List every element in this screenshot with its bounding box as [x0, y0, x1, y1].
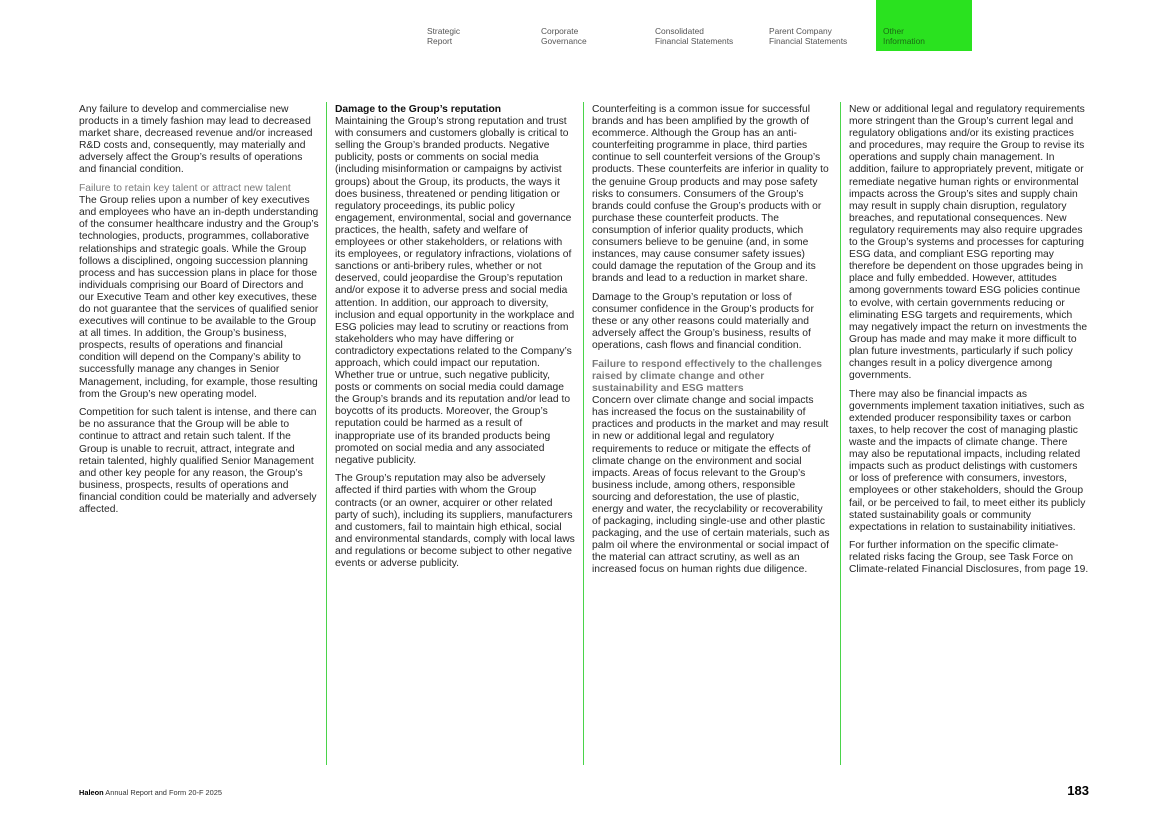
- column-divider: [583, 102, 584, 765]
- paragraph: The Group relies upon a number of key executives and employees who have an in-depth understanding of the consumer healthcare industry and the Group’s technologies, products, programmes, collaborative relationships and strategic goals. While the Group follows a disciplined, ongoing succession planning process and has succession plans in place for those individuals comprising our Board of Directors and our Executive Team and other key executives, these do not guarantee that the services of qualified senior executives will continue to be available to the Group at all times. In addition, the Group’s business, prospects, results of operations and financial condition will depend on the Company’s ability to successfully manage any changes in Senior Management, including, for example, those resulting from the Group’s new operating model.: [79, 195, 319, 400]
- paragraph: For further information on the specific climate-related risks facing the Group, see Task Force on Climate-related Financial Disclosures, from page 19.: [849, 540, 1089, 576]
- tab-other-information[interactable]: Other Information: [876, 0, 972, 51]
- paragraph: Competition for such talent is intense, and there can be no assurance that the Group will be able to continue to attract and retain such talent. If the Group is unable to recruit, attract, integrate and retain talented, highly qualified Senior Management and other key people for any reason, the Group’s business, prospects, results of operations and financial condition could be materially and adversely affected.: [79, 407, 317, 515]
- paragraph: There may also be financial impacts as governments implement taxation initiatives, such as extended producer responsibility taxes or carbon taxes, to help recover the cost of managing plastic waste and the impacts of climate change. There may also be reputational impacts, including related impacts such as product delistings with customers or loss of preference with consumers, investors, employees or other stakeholders, should the Group fail, or be perceived to fail, to meet either its publicly stated sustainability goals or community expectations in relation to sustainability initiatives.: [849, 388, 1086, 533]
- tab-strategic-report[interactable]: Strategic Report: [427, 26, 461, 46]
- section-heading: Failure to retain key talent or attract new talent: [79, 183, 291, 195]
- column-divider: [840, 102, 841, 765]
- tab-corporate-governance[interactable]: Corporate Governance: [541, 26, 587, 46]
- column-4: [849, 104, 1089, 583]
- paragraph: Concern over climate change and social impacts has increased the focus on the sustainability of practices and products in the market and may result in new or additional legal and regulatory requirements to reduce or mitigate the effects of climate change on the environment and social impacts. Areas of focus relevant to the Group’s business include, among others, responsible sourcing and deforestation, the use of plastic, energy and water, the recyclability or recoverability of packaging, including single-use and other plastic packaging, and the use of certain materials, such as palm oil where the environmental or social impact of the material can attract scrutiny, as well as an increased focus on human rights due diligence.: [592, 395, 830, 576]
- column-1: [79, 104, 319, 523]
- footer-brand: Haleon: [79, 788, 104, 797]
- paragraph: The Group’s reputation may also be adversely affected if third parties with whom the Group contracts (or an owner, acquirer or other related party of such), including its suppliers, manufacturers and customers, fail to maintain high ethical, social and environmental standards, comply with local laws and regulations or become subject to other negative events or adverse publicity.: [335, 473, 575, 569]
- footer: [79, 788, 222, 797]
- paragraph: Maintaining the Group’s strong reputation and trust with consumers and customers globally is critical to selling the Group’s branded products. Negative publicity, posts or comments on social media (including misinformation or campaigns by activist groups) about the Group, its products, the ways it does business, threatened or pending litigation or regulatory proceedings, its public policy engagement, environmental, social and governance practices, the health, safety and welfare of employees or other stakeholders, or relations with its employees, or regulatory infractions, violations of sanctions or anti-bribery rules, whether or not deserved, could jeopardise the Group’s reputation and/or expose it to adverse press and social media attention. In addition, our approach to diversity, inclusion and equal opportunity in the workplace and ESG policies may lead to scrutiny or reactions from stakeholders who may have differing or contradictory expectations related to the Company’s approach, which could impact our reputation. Whether true or untrue, such negative publicity, posts or comments on social media could damage the Group’s brands and its reputation and/or lead to boycotts of its products. Moreover, the Group’s reputation could be harmed as a result of inappropriate use of its branded products being promoted on social media and any associated negative publicity.: [335, 116, 575, 466]
- page-number: 183: [1067, 783, 1089, 798]
- section-heading: Failure to respond effectively to the challenges raised by climate change and other sustainability and ESG matters: [592, 358, 823, 395]
- section-nav: [420, 0, 972, 51]
- paragraph: Counterfeiting is a common issue for successful brands and has been amplified by the growth of ecommerce. Although the Group has an anti-counterfeiting programme in place, third parties continue to sell counterfeit versions of the Group’s products. These counterfeits are inferior in quality to the genuine Group products and may pose safety risks to consumers. Consumers of the Group’s brands could confuse the Group’s products with or purchase these counterfeit products. The consumption of inferior quality products, which consumers believe to be genuine (and, in some instances, may cause consumer safety issues) could damage the reputation of the Group and its brands and lead to a reduction in market share.: [592, 104, 829, 285]
- column-2: [335, 104, 575, 577]
- tab-consolidated-financial-statements[interactable]: Consolidated Financial Statements: [655, 26, 734, 46]
- footer-text: Annual Report and Form 20-F 2025: [103, 788, 222, 797]
- tab-parent-company-financial-statements[interactable]: Parent Company Financial Statements: [769, 26, 848, 46]
- paragraph: New or additional legal and regulatory requirements more stringent than the Group’s current legal and regulatory obligations and/or its existing practices and procedures, may require the Group to revise its operations and supply chain management. In addition, failure to appropriately prevent, mitigate or remediate negative human rights or environmental impacts across the Group’s sites and supply chain may result in supply chain disruption, regulatory breaches, and reputational consequences. New regulatory requirements may also require upgrades to the Group’s systems and processes for capturing ESG data, and compliant ESG reporting may therefore be dependent on those upgrades being in place and fully embedded. However, attitudes among governments toward ESG policies continue to evolve, with certain governments reducing or eliminating ESG targets and requirements, which may negatively impact the return on investments the Group has made and may make it more difficult to plan future investments, particularly if such policy changes result in a policy divergence among governments.: [849, 104, 1088, 382]
- paragraph: Any failure to develop and commercialise new products in a timely fashion may lead to decreased market share, decreased revenue and/or increased R&D costs and, consequently, may materially and adversely affect the Group’s results of operations and financial condition.: [79, 104, 313, 176]
- paragraph: Damage to the Group’s reputation or loss of consumer confidence in the Group’s products for these or any other reasons could materially and adversely affect the Group’s business, results of operations, cash flows and financial condition.: [592, 291, 814, 352]
- column-3: [592, 104, 832, 583]
- column-divider: [326, 102, 327, 765]
- section-heading: Damage to the Group’s reputation: [335, 104, 502, 115]
